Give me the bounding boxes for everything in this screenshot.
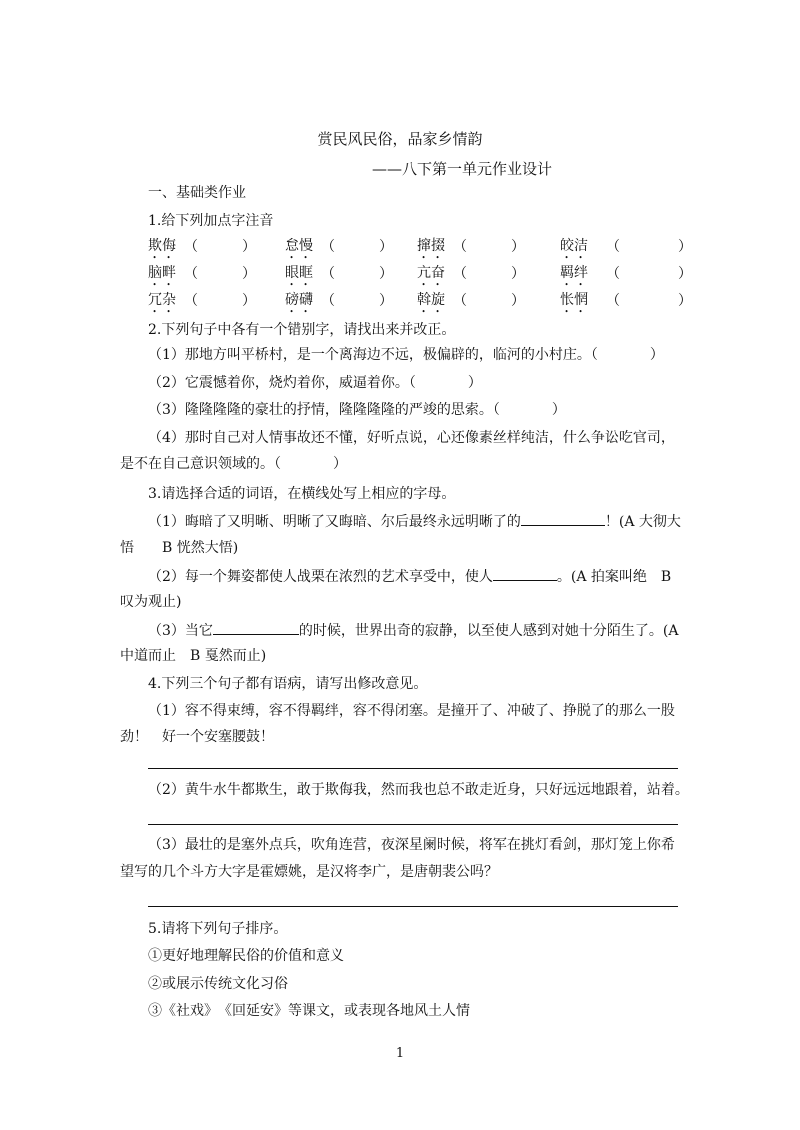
answer-paren-open[interactable]: （: [321, 293, 335, 309]
answer-paren-close: ）: [242, 266, 256, 282]
paren-close: ）: [467, 375, 482, 391]
question-5-prompt: 5.请将下列句子排序。: [148, 921, 288, 937]
dotted-character: 怅惘: [560, 292, 588, 308]
dotted-character: 脑畔: [148, 265, 176, 281]
q4-sentence-3-line-2: 望写的几个斗方大字是霍嫖姚，是汉将李广，是唐朝裴公吗？: [120, 864, 498, 880]
q2-sentence-4-text: 是不在自己意识领域的。（: [120, 456, 281, 472]
q3-s3-text: （3）当它: [148, 623, 213, 639]
q4-sentence-1-line-1: （1）容不得束缚，容不得羁绊，容不得闭塞。是撞开了、冲破了、挣脱了的那么一股: [148, 703, 675, 719]
q2-sentence-2-text: （2）它震憾着你，烧灼着你，威逼着你。（: [148, 375, 416, 391]
q2-sentence-2: [148, 373, 482, 393]
q3-sentence-2-line-2: 叹为观止): [120, 594, 182, 610]
q5-item-3: ③《社戏》 《回延安》等课文，或表现各地风土人情: [148, 1003, 470, 1019]
pinyin-word: [417, 236, 445, 262]
answer-paren-open[interactable]: （: [184, 293, 198, 309]
answer-paren-close: ）: [379, 293, 393, 309]
q2-sentence-1: [148, 345, 664, 365]
dotted-character: 撺掇: [417, 238, 445, 254]
q2-sentence-1-text: （1）那地方叫平桥村，是一个离海边不远，极偏辟的，临河的小村庄。（: [148, 347, 598, 363]
answer-paren-open[interactable]: （: [321, 266, 335, 282]
pinyin-word: [285, 290, 313, 316]
question-2-prompt: 2.下列句子中各有一个错别字，请找出来并改正。: [148, 322, 456, 338]
answer-paren-close: ）: [511, 239, 525, 255]
q4-sentence-3-line-1: （3）最壮的是塞外点兵，吹角连营，夜深星阑时候，将军在挑灯看剑，那灯笼上你希: [148, 837, 675, 853]
answer-paren-close: ）: [511, 293, 525, 309]
answer-line[interactable]: [148, 824, 678, 825]
answer-paren-close: ）: [379, 239, 393, 255]
pinyin-word: [148, 236, 176, 262]
dotted-character: 冗杂: [148, 292, 176, 308]
q3-sentence-3-line-1: [148, 620, 679, 641]
answer-paren-close: ）: [242, 293, 256, 309]
q3-sentence-3-line-2: 中道而止 B 戛然而止): [120, 648, 267, 664]
answer-paren-close: ）: [678, 266, 692, 282]
question-4-prompt: 4.下列三个句子都有语病，请写出修改意见。: [148, 676, 428, 692]
dotted-character: 亢奋: [417, 265, 445, 281]
pinyin-word: [417, 263, 445, 289]
pinyin-word: [417, 290, 445, 316]
answer-paren-open[interactable]: （: [453, 293, 467, 309]
pinyin-word: [560, 290, 588, 316]
q4-sentence-1-line-2: 劲！ 好一个安塞腰鼓！: [120, 729, 274, 745]
answer-paren-open[interactable]: （: [184, 266, 198, 282]
answer-paren-open[interactable]: （: [453, 266, 467, 282]
dotted-character: 斡旋: [417, 292, 445, 308]
question-3-prompt: 3.请选择合适的词语，在横线处写上相应的字母。: [148, 486, 456, 502]
question-1-prompt: 1.给下列加点字注音: [148, 213, 274, 229]
dotted-character: 磅礴: [285, 292, 313, 308]
pinyin-word: [148, 290, 176, 316]
answer-paren-open[interactable]: （: [606, 266, 620, 282]
dotted-character: 眼眶: [285, 265, 313, 281]
answer-line[interactable]: [148, 906, 678, 907]
answer-paren-close: ）: [678, 293, 692, 309]
dotted-character: 皎洁: [560, 238, 588, 254]
dotted-character: 怠慢: [285, 238, 313, 254]
answer-paren-open[interactable]: （: [606, 293, 620, 309]
pinyin-word: [560, 263, 588, 289]
paren-close: ）: [333, 456, 347, 472]
answer-paren-close: ）: [678, 239, 692, 255]
answer-paren-open[interactable]: （: [321, 239, 335, 255]
answer-paren-close: ）: [379, 266, 393, 282]
pinyin-word: [560, 236, 588, 262]
pinyin-word: [285, 236, 313, 262]
answer-paren-open[interactable]: （: [184, 239, 198, 255]
q4-sentence-2: （2）黄牛水牛都欺生，敢于欺侮我，然而我也总不敢走近身，只好远远地跟着，站着。: [148, 782, 689, 798]
q3-s1-options: ！(A 大彻大: [604, 514, 681, 530]
q2-sentence-4-line-1: （4）那时自己对人情事故还不懂，好听点说，心还像素丝样纯洁，什么争讼吃官司，: [148, 430, 675, 446]
page-number: 1: [395, 1046, 405, 1061]
answer-paren-open[interactable]: （: [606, 239, 620, 255]
q2-sentence-4-line-2: [120, 454, 347, 474]
fill-blank[interactable]: [521, 511, 605, 526]
pinyin-word: [285, 263, 313, 289]
fill-blank[interactable]: [213, 620, 299, 635]
document-title: 赏民风民俗，品家乡情韵: [317, 130, 483, 148]
q5-item-2: ②或展示传统文化习俗: [148, 976, 288, 992]
paren-close: ）: [551, 402, 566, 418]
answer-paren-close: ）: [242, 239, 256, 255]
q3-s1-text: （1）晦暗了又明晰、明晰了又晦暗、尔后最终永远明晰了的: [148, 514, 521, 530]
q3-s2-text: （2）每一个舞姿都使人战栗在浓烈的艺术享受中，使人: [148, 569, 493, 585]
answer-paren-close: ）: [511, 266, 525, 282]
q3-s2-options: 。(A 拍案叫绝 B: [556, 569, 672, 585]
fill-blank[interactable]: [493, 566, 557, 581]
q2-sentence-3-text: （3）隆隆隆隆的豪壮的抒情，隆隆隆隆的严竣的思索。（: [148, 402, 500, 418]
dotted-character: 羁绊: [560, 265, 588, 281]
paren-close: ）: [649, 347, 664, 363]
q2-sentence-3: [148, 400, 566, 420]
q3-s3-rest: 的时候，世界出奇的寂静，以至使人感到对她十分陌生了。(A: [298, 623, 679, 639]
dotted-character: 欺侮: [148, 238, 176, 254]
q3-sentence-2-line-1: [148, 566, 671, 587]
section-heading: 一、基础类作业: [148, 185, 246, 201]
answer-paren-open[interactable]: （: [453, 239, 467, 255]
pinyin-word: [148, 263, 176, 289]
q3-sentence-1-line-1: [148, 511, 681, 532]
document-subtitle: ——八下第一单元作业设计: [372, 160, 553, 178]
answer-line[interactable]: [148, 768, 678, 769]
q3-sentence-1-line-2: 悟 B 恍然大悟): [120, 540, 239, 556]
q5-item-1: ①更好地理解民俗的价值和意义: [148, 948, 344, 964]
